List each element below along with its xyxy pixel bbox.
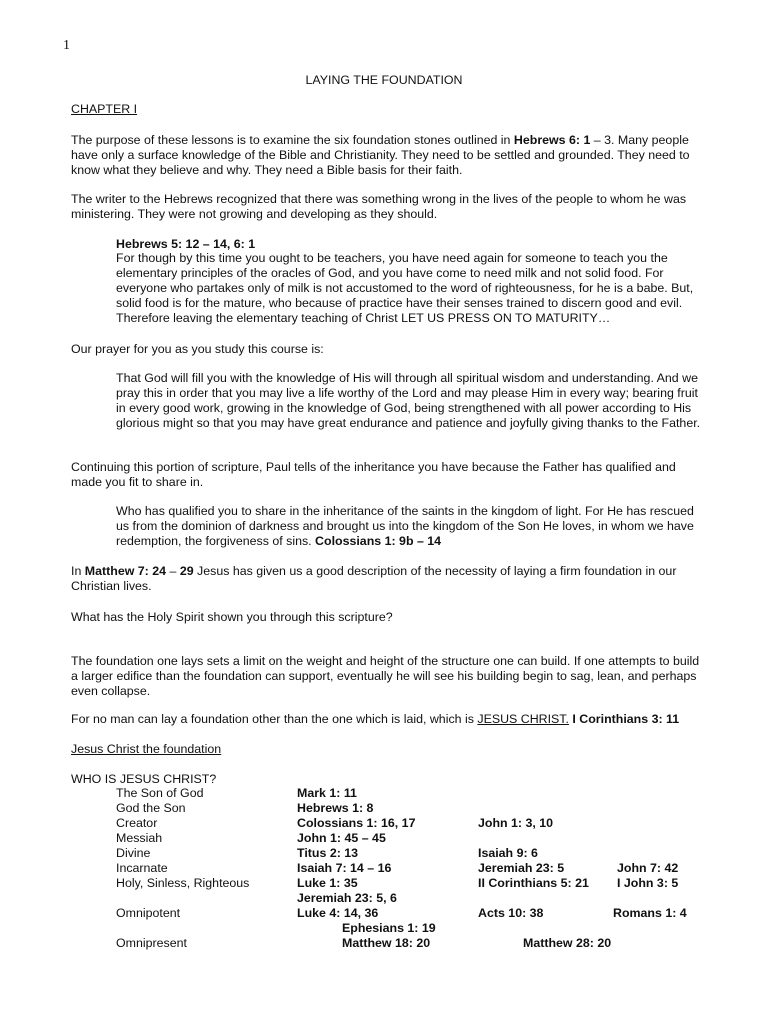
attribute-label: Messiah (116, 831, 163, 845)
scripture-ref: Matthew 7: 24 (84, 564, 167, 578)
scripture-ref: Jeremiah 23: 5, 6 (297, 891, 397, 905)
quote-hebrews: For though by this time you ought to be teachers, you have need again for someone to teach you the elementary principles of the oracles of God, and you have come to need milk and not solid food. For everyone who partakes only of milk is not accustomed to the word of righteousness, for he is a babe. But, solid food is for the mature, who because of practice have their senses trained to discern good and evil. Therefore leaving the elementary teaching of Christ LET US PRESS ON TO MATURITY… (116, 251, 694, 325)
scripture-ref: Acts 10: 38 (478, 906, 544, 920)
quote-colossians: Who has qualified you to share in the inheritance of the saints in the kingdom of light. For He has rescued us from the dominion of darkness and brought us into the kingdom of the Son He loves, in whom we have redemption, the forgiveness of sins. Colossians 1: 9b – 14 (116, 504, 694, 548)
attribute-label: Creator (116, 816, 158, 830)
scripture-ref: Romans 1: 4 (613, 906, 687, 920)
attribute-label: Divine (116, 846, 151, 860)
scripture-ref: Isaiah 7: 14 – 16 (297, 861, 392, 875)
scripture-ref: II Corinthians 5: 21 (478, 876, 589, 890)
document-title: LAYING THE FOUNDATION (305, 73, 463, 87)
paragraph-question: What has the Holy Spirit shown you through this scripture? (71, 610, 393, 624)
scripture-ref: John 1: 45 – 45 (297, 831, 386, 845)
quote-reference: Hebrews 5: 12 – 14, 6: 1 (116, 237, 256, 251)
paragraph-no-other-foundation: For no man can lay a foundation other than the one which is laid, which is JESUS CHRIST. I Corinthians 3: 11 (71, 712, 680, 726)
page-number: 1 (63, 38, 70, 53)
scripture-ref: Isaiah 9: 6 (478, 846, 538, 860)
paragraph-foundation-limit: The foundation one lays sets a limit on the weight and height of the structure one can build. If one attempts to build a larger edifice than the foundation can support, eventually he will see his building begin to sag, lean, and perhaps even collapse. (71, 654, 700, 698)
scripture-ref: Matthew 28: 20 (523, 936, 612, 950)
attribute-label: Incarnate (116, 861, 168, 875)
attribute-label: Omnipotent (116, 906, 181, 920)
scripture-ref: Luke 4: 14, 36 (297, 906, 379, 920)
scripture-ref: Titus 2: 13 (297, 846, 359, 860)
paragraph-prayer: Our prayer for you as you study this course is: (71, 342, 324, 356)
attribute-label: God the Son (116, 801, 186, 815)
jesus-christ-name: JESUS CHRIST. (477, 712, 569, 726)
section-heading: Jesus Christ the foundation (71, 742, 222, 756)
scripture-ref: Colossians 1: 16, 17 (297, 816, 416, 830)
scripture-ref: Ephesians 1: 19 (342, 921, 436, 935)
paragraph-purpose: The purpose of these lessons is to examine the six foundation stones outlined in Hebrews 6: 1 – 3. Many people have only a surface knowledge of the Bible and Christianity. They need to be settled and grounded. They need to know what they believe and why. They need a Bible basis for their faith. (71, 133, 690, 177)
who-is-heading: WHO IS JESUS CHRIST? (71, 772, 217, 786)
chapter-heading: CHAPTER I (71, 102, 138, 116)
scripture-ref: Hebrews 6: 1 (513, 133, 591, 147)
paragraph-inheritance: Continuing this portion of scripture, Paul tells of the inheritance you have because the Father has qualified and made you fit to share in. (71, 460, 676, 489)
attribute-label: Holy, Sinless, Righteous (116, 876, 250, 890)
scripture-ref: Colossians 1: 9b (315, 534, 414, 548)
quote-prayer: That God will fill you with the knowledge of His will through all spiritual wisdom and understanding. And we pray this in order that you may live a life worthy of the Lord and may please Him in every way; bearing fruit in every good work, growing in the knowledge of God, being strengthened with all power according to His glorious might so that you may have great endurance and patience and joyfully giving thanks to the Father. (116, 371, 701, 430)
attribute-label: The Son of God (116, 786, 204, 800)
scripture-ref: John 1: 3, 10 (478, 816, 554, 830)
attribute-label: Omnipresent (116, 936, 187, 950)
paragraph-hebrews-writer: The writer to the Hebrews recognized that there was something wrong in the lives of the people to whom he was ministering. They were not growing and developing as they should. (71, 192, 687, 221)
scripture-ref: Matthew 18: 20 (342, 936, 431, 950)
scripture-ref: I John 3: 5 (617, 876, 679, 890)
scripture-ref: Jeremiah 23: 5 (478, 861, 565, 875)
scripture-ref: I Corinthians 3: 11 (572, 712, 680, 726)
scripture-ref: Luke 1: 35 (297, 876, 358, 890)
paragraph-matthew: In Matthew 7: 24 – 29 Jesus has given us a good description of the necessity of laying a firm foundation in our Christian lives. (71, 564, 677, 593)
scripture-ref: Mark 1: 11 (297, 786, 357, 800)
scripture-ref: Hebrews 1: 8 (297, 801, 374, 815)
scripture-ref: John 7: 42 (617, 861, 679, 875)
